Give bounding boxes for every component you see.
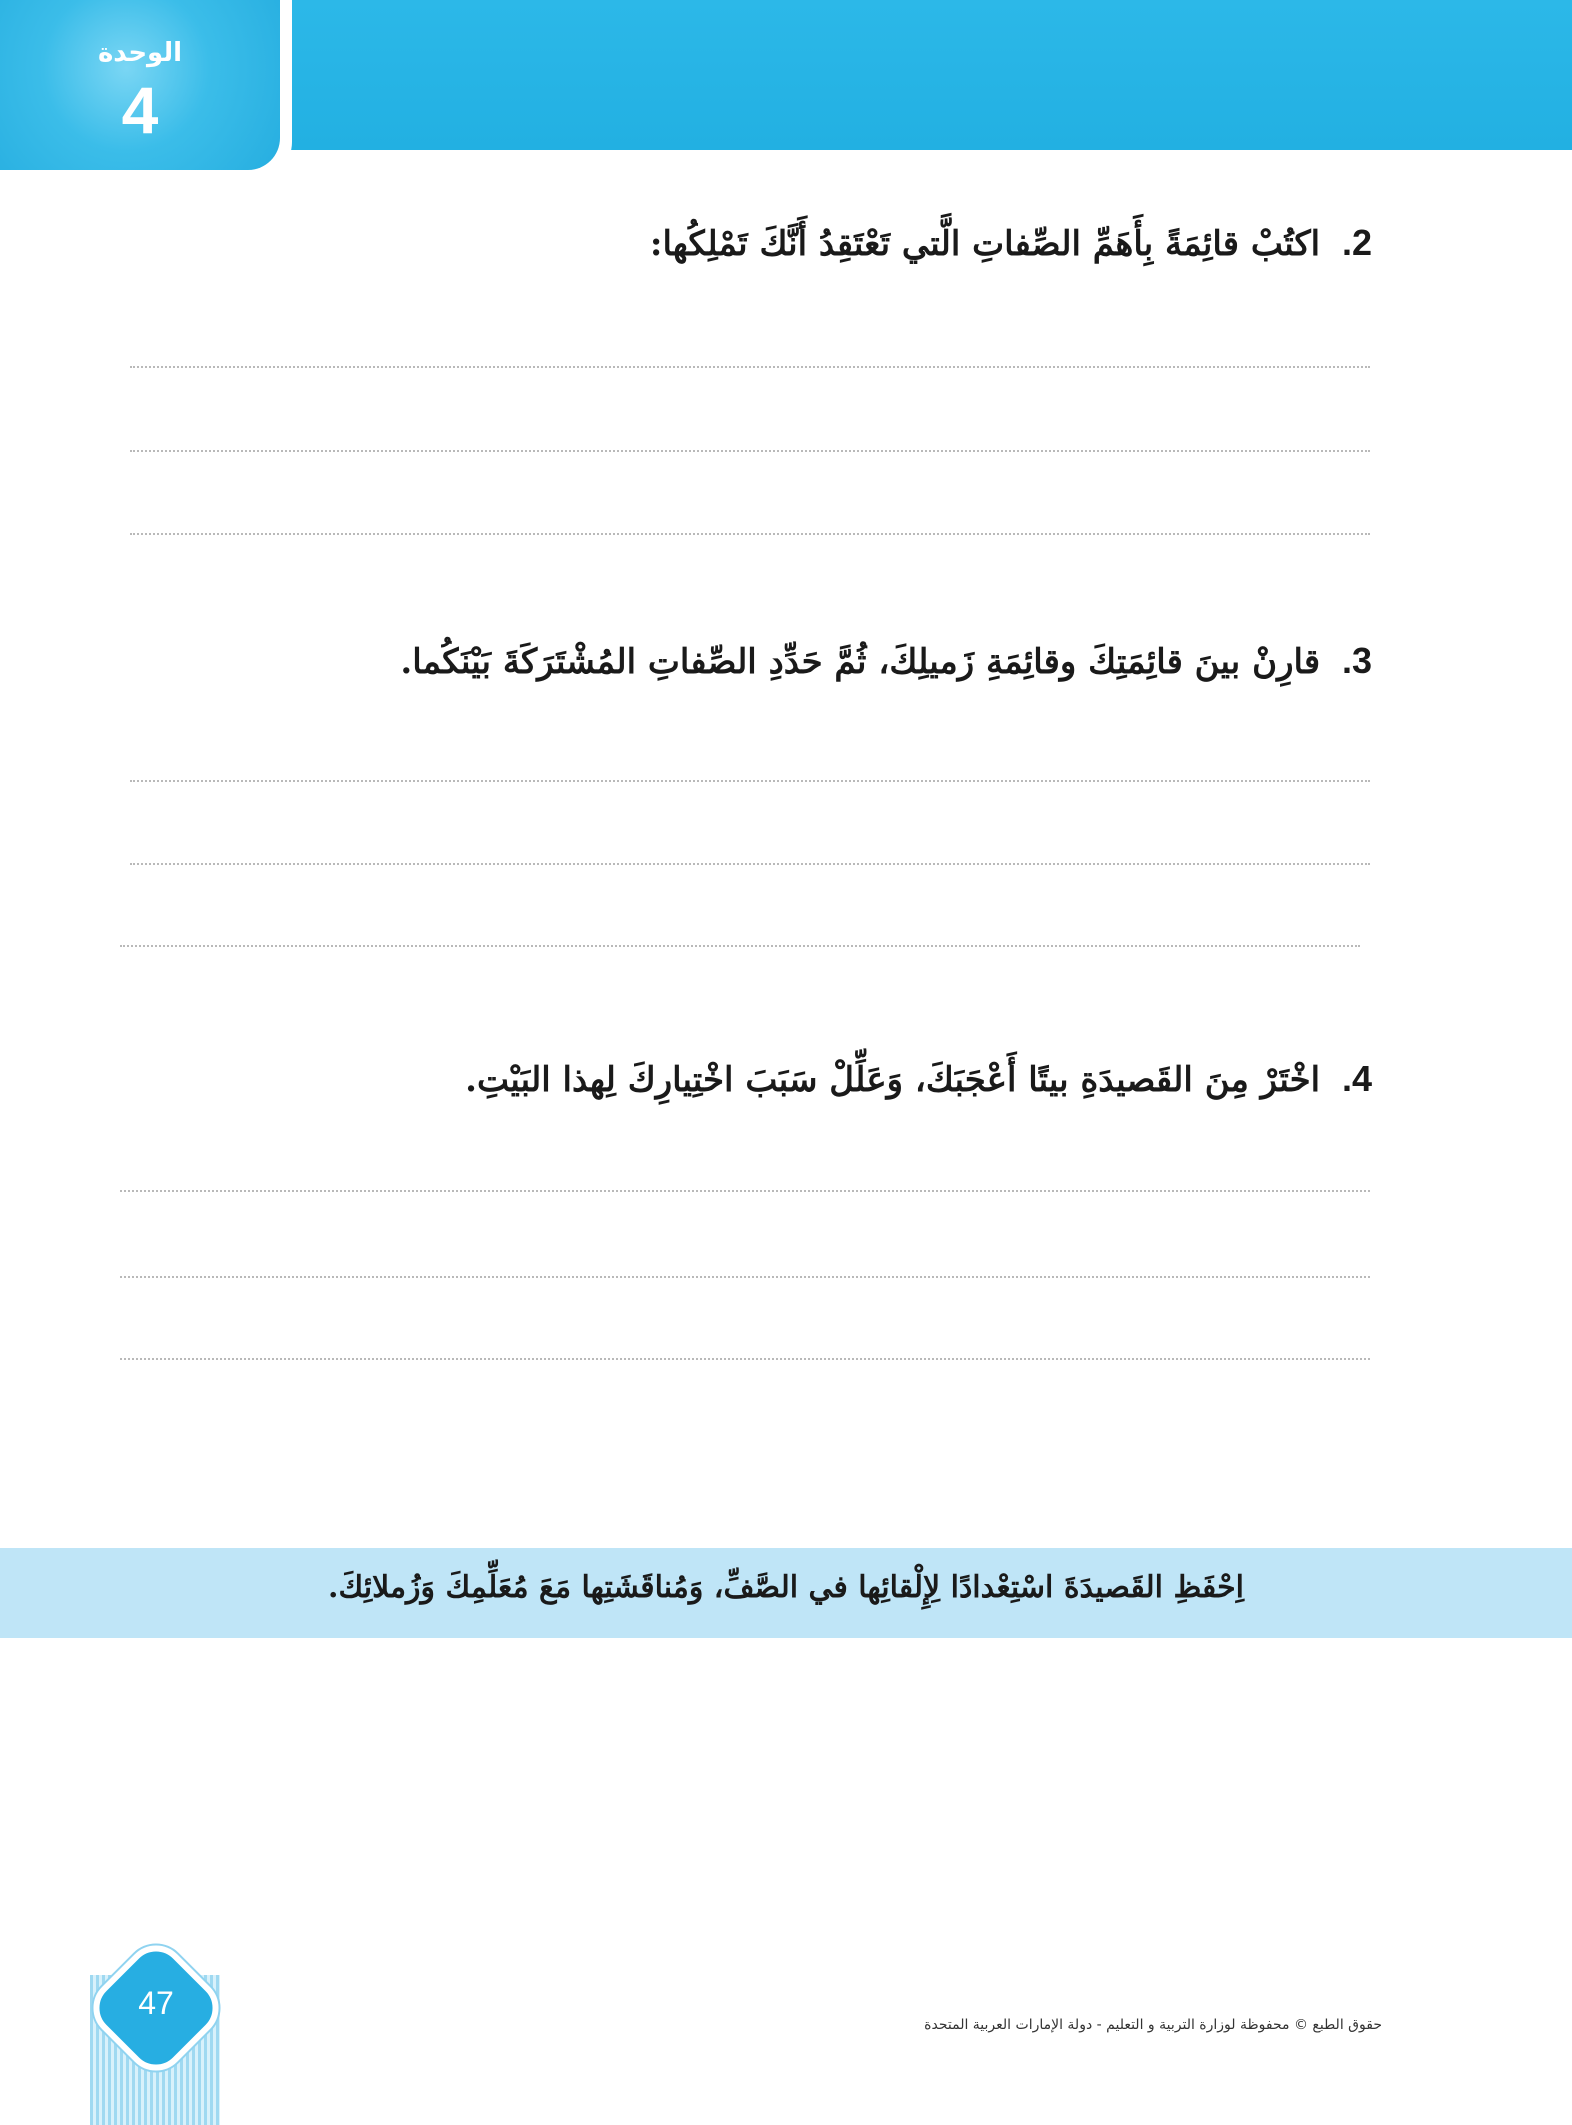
question-3 bbox=[172, 640, 1372, 682]
answer-line[interactable] bbox=[120, 1190, 1370, 1192]
question-text: اخْتَرْ مِنَ القَصيدَةِ بيتًا أَعْجَبَكَ، وَعَلِّلْ سَبَبَ اخْتِيارِكَ لِهذا البَيْتِ. bbox=[465, 1060, 1321, 1100]
answer-line[interactable] bbox=[120, 1358, 1370, 1360]
answer-line[interactable] bbox=[120, 945, 1360, 947]
question-2 bbox=[172, 222, 1372, 264]
page-number: 47 bbox=[138, 1985, 174, 2021]
unit-label: الوحدة bbox=[97, 38, 183, 68]
unit-tab bbox=[0, 0, 292, 180]
question-text: قارِنْ بينَ قائِمَتِكَ وقائِمَةِ زَميلِكَ، ثُمَّ حَدِّدِ الصِّفاتِ المُشْتَرَكَةَ بَيْنَكُما. bbox=[400, 642, 1321, 682]
answer-line[interactable] bbox=[130, 863, 1370, 865]
question-text: اكتُبْ قائِمَةً بِأَهَمِّ الصِّفاتِ الَّتي تَعْتَقِدُ أَنَّكَ تَمْلِكُها: bbox=[649, 224, 1321, 264]
unit-number: 4 bbox=[121, 73, 159, 147]
answer-line[interactable] bbox=[130, 366, 1370, 368]
copyright-text: حقوق الطبع © محفوظة لوزارة التربية و التعليم - دولة الإمارات العربية المتحدة bbox=[924, 2017, 1382, 2033]
answer-line[interactable] bbox=[130, 533, 1370, 535]
question-4 bbox=[172, 1058, 1372, 1100]
note-text: اِحْفَظِ القَصيدَةَ اسْتِعْدادًا لِإِلْقائِها في الصَّفِّ، وَمُناقَشَتِها مَعَ مُعَلِّمِكَ وَزُملائِكَ. bbox=[328, 1570, 1244, 1605]
question-number: 2. bbox=[1341, 222, 1372, 263]
answer-line[interactable] bbox=[130, 450, 1370, 452]
question-number: 4. bbox=[1341, 1058, 1372, 1099]
question-number: 3. bbox=[1341, 640, 1372, 681]
answer-line[interactable] bbox=[130, 780, 1370, 782]
answer-line[interactable] bbox=[120, 1276, 1370, 1278]
